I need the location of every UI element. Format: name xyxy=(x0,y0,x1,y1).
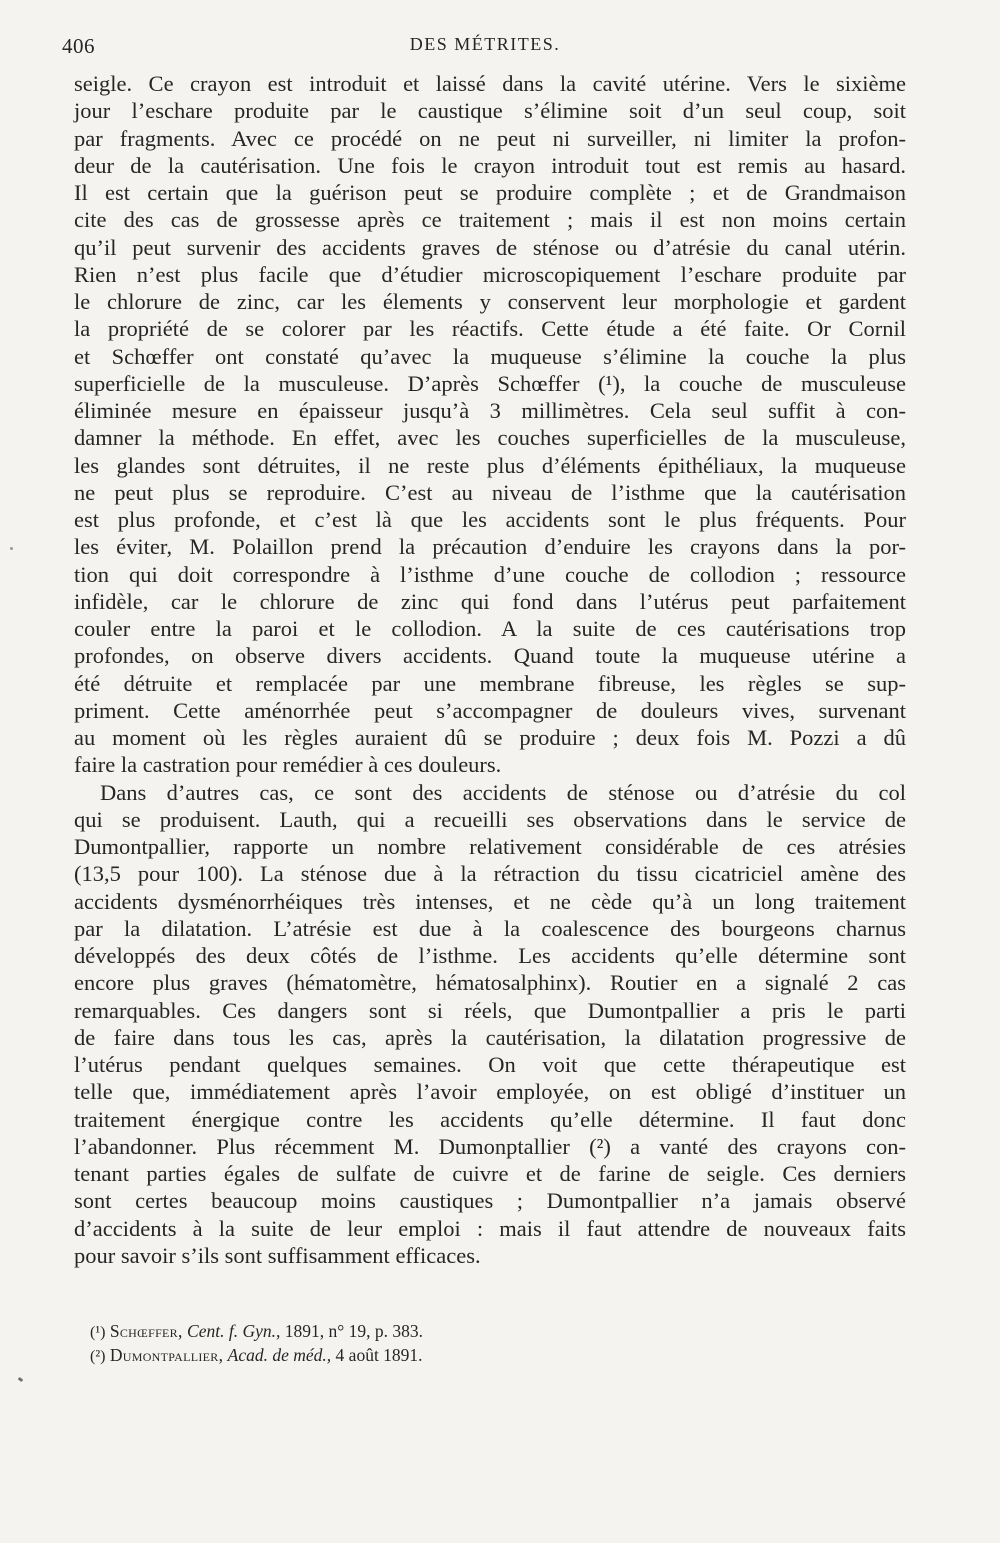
text-line: tenant parties égales de sulfate de cuivre et de farine de seigle. Ces derniers xyxy=(74,1161,906,1186)
text-line: encore plus graves (hématomètre, hématosalphinx). Routier en a signalé 2 cas xyxy=(74,970,906,996)
text-line: les glandes sont détruites, il ne reste plus d’éléments épithéliaux, la muqueuse xyxy=(74,452,906,478)
scan-speck xyxy=(10,547,13,550)
text-line: Il est certain que la guérison peut se produire complète ; et de Grandmaison xyxy=(74,180,906,205)
text-line: qui se produisent. Lauth, qui a recueilli ses observations dans le service de xyxy=(74,806,906,832)
scan-speck xyxy=(18,1377,24,1382)
page-number: 406 xyxy=(62,34,95,58)
text-line: été détruite et remplacée par une membrane fibreuse, les règles se sup- xyxy=(74,670,906,696)
text-line: l’utérus pendant quelques semaines. On voit que cette thérapeutique est xyxy=(74,1052,906,1077)
text-line: de faire dans tous les cas, après la cautérisation, la dilatation progressive de xyxy=(74,1024,906,1050)
text-line: qu’il peut survenir des accidents graves de sténose ou d’atrésie du canal utérin. xyxy=(74,234,906,260)
text-line: superficielle de la musculeuse. D’après Schœffer (¹), la couche de musculeuse xyxy=(74,370,906,396)
text-line: (13,5 pour 100). La sténose due à la rétraction du tissu cicatriciel amène des xyxy=(74,861,906,887)
footnote-author: Dumontpallier, xyxy=(109,1345,224,1365)
text-line: tion qui doit correspondre à l’isthme d’une couche de collodion ; ressource xyxy=(74,561,906,587)
text-line: d’accidents à la suite de leur emploi : mais il faut attendre de nouveaux faits xyxy=(74,1215,906,1241)
running-title: DES MÉTRITES. xyxy=(409,34,561,54)
footnote-1 xyxy=(90,1320,790,1344)
text-line: damner la méthode. En effet, avec les couches superficielles de la musculeuse, xyxy=(74,425,906,451)
text-line: deur de la cautérisation. Une fois le crayon introduit tout est remis au hasard. xyxy=(74,152,906,178)
paragraph-first-line: Dans d’autres cas, ce sont des accidents de sténose ou d’atrésie du col xyxy=(100,779,906,805)
text-line: sont certes beaucoup moins caustiques ; Dumontpallier n’a jamais observé xyxy=(74,1188,906,1214)
text-line: remarquables. Ces dangers sont si réels, que Dumontpallier a pris le parti xyxy=(74,997,906,1023)
footnotes xyxy=(90,1320,790,1368)
footnote-2 xyxy=(90,1344,790,1368)
text-line: cite des cas de grossesse après ce traitement ; mais il est non moins certain xyxy=(74,207,906,233)
footnote-source: Acad. de méd., xyxy=(227,1345,332,1365)
text-line: telle que, immédiatement après l’avoir employée, on est obligé d’instituer un xyxy=(74,1079,906,1105)
paragraph-end-line: pour savoir s’ils sont suffisamment efficaces. xyxy=(74,1242,481,1268)
text-line: accidents dysménorrhéiques très intenses, et ne cède qu’à un long traitement xyxy=(74,888,906,914)
text-line: au moment où les règles auraient dû se produire ; deux fois M. Pozzi a dû xyxy=(74,725,906,750)
text-line: Rien n’est plus facile que d’étudier microscopiquement l’eschare produite par xyxy=(74,261,906,287)
text-line: infidèle, car le chlorure de zinc qui fond dans l’utérus peut parfaitement xyxy=(74,588,906,614)
page-header xyxy=(62,34,908,62)
footnote-marker: (²) xyxy=(90,1348,106,1365)
text-line: l’abandonner. Plus récemment M. Dumonptallier (²) a vanté des crayons con- xyxy=(74,1133,906,1159)
body-text xyxy=(74,70,906,1269)
footnote-author: Schœffer, xyxy=(109,1321,183,1341)
footnote-details: 1891, n° 19, p. 383. xyxy=(284,1321,423,1341)
text-line: le chlorure de zinc, car les élements y conservent leur morphologie et gardent xyxy=(74,289,906,314)
text-line: éliminée mesure en épaisseur jusqu’à 3 millimètres. Cela seul suffit à con- xyxy=(74,398,906,423)
text-line: profondes, on observe divers accidents. Quand toute la muqueuse utérine a xyxy=(74,643,906,669)
footnote-marker: (¹) xyxy=(90,1324,106,1341)
text-line: par fragments. Avec ce procédé on ne peut ni surveiller, ni limiter la profon- xyxy=(74,125,906,151)
text-line: est plus profonde, et c’est là que les accidents sont le plus fréquents. Pour xyxy=(74,507,906,532)
text-line: traitement énergique contre les accidents qu’elle détermine. Il faut donc xyxy=(74,1106,906,1132)
text-line: ne peut plus se reproduire. C’est au niveau de l’isthme que la cautérisation xyxy=(74,479,906,505)
text-line: par la dilatation. L’atrésie est due à la coalescence des bourgeons charnus xyxy=(74,915,906,941)
text-line: et Schœffer ont constaté qu’avec la muqueuse s’élimine la couche la plus xyxy=(74,343,906,369)
text-line: couler entre la paroi et le collodion. A la suite de ces cautérisations trop xyxy=(74,616,906,641)
text-line: la propriété de se colorer par les réactifs. Cette étude a été faite. Or Cornil xyxy=(74,316,906,342)
text-line: jour l’eschare produite par le caustique s’élimine soit d’un seul coup, soit xyxy=(74,98,906,124)
footnote-details: 4 août 1891. xyxy=(335,1345,423,1365)
text-line: seigle. Ce crayon est introduit et laissé dans la cavité utérine. Vers le sixième xyxy=(74,71,906,96)
text-line: les éviter, M. Polaillon prend la précaution d’enduire les crayons dans la por- xyxy=(74,534,906,560)
paragraph-end-line: faire la castration pour remédier à ces douleurs. xyxy=(74,752,502,778)
footnote-source: Cent. f. Gyn., xyxy=(187,1321,281,1341)
text-line: priment. Cette aménorrhée peut s’accompagner de douleurs vives, survenant xyxy=(74,697,906,723)
text-line: Dumontpallier, rapporte un nombre relativement considérable de ces atrésies xyxy=(74,834,906,859)
text-line: développés des deux côtés de l’isthme. Les accidents qu’elle détermine sont xyxy=(74,943,906,968)
